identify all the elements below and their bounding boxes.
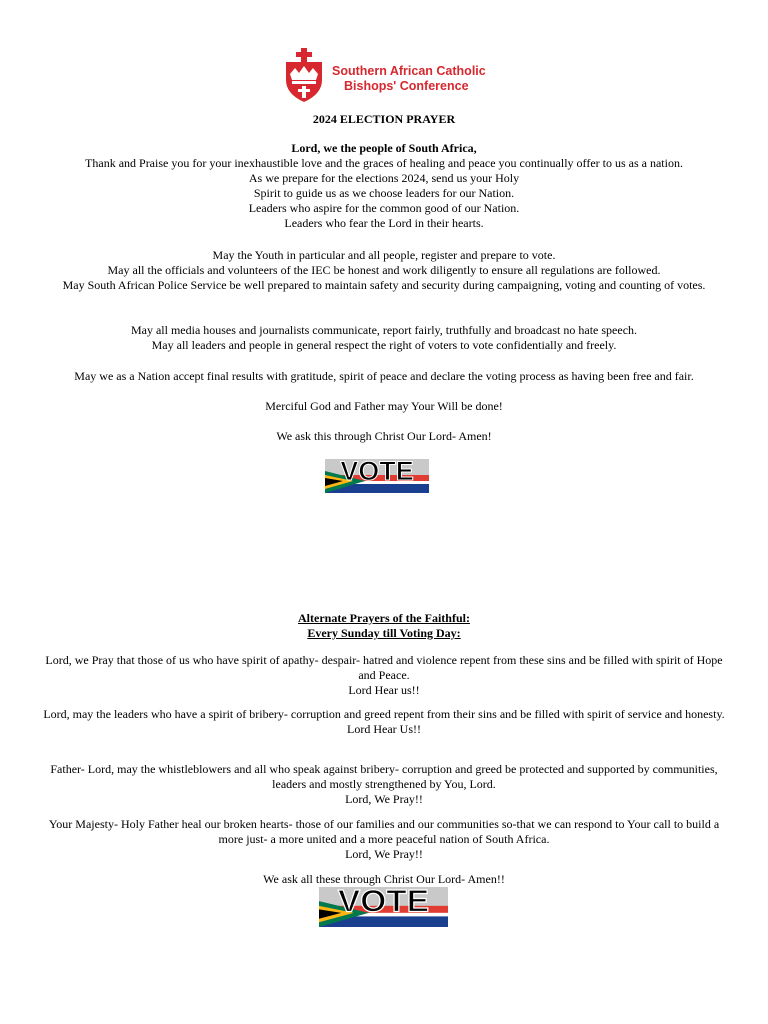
prayer-line: May all the officials and volunteers of the IEC be honest and work diligently to ensure all regulations are followed. (107, 263, 661, 277)
prayer-title: 2024 ELECTION PRAYER (312, 112, 456, 126)
prayer-paragraph (40, 323, 728, 353)
prayer-line: Leaders who aspire for the common good of our Nation. (248, 201, 520, 215)
prayer-line: May all leaders and people in general respect the right of voters to vote confidentially and freely. (151, 338, 617, 352)
alternate-prayer-response: Lord Hear Us!! (347, 722, 421, 736)
alternate-prayer-item (40, 762, 728, 807)
vote-flag-image (325, 459, 429, 493)
alternate-prayer-text: Lord, we Pray that those of us who have spirit of apathy- despair- hatred and violence repent from these sins and be filled with spirit of Hope and Peace. (45, 653, 723, 682)
alternate-prayer-text: Lord, may the leaders who have a spirit of bribery- corruption and greed repent from their sins and be filled with spirit of service and honesty. (43, 707, 725, 721)
cross-crown-shield-icon (282, 48, 326, 104)
sacbc-logo (282, 48, 502, 104)
organization-name (332, 64, 486, 94)
prayer-line: May we as a Nation accept final results with gratitude, spirit of peace and declare the voting process as having been free and fair. (74, 369, 694, 383)
prayer-line: As we prepare for the elections 2024, send us your Holy (248, 171, 520, 185)
prayer-line: May South African Police Service be well prepared to maintain safety and security during campaigning, voting and counting of votes. (62, 278, 706, 292)
alternate-prayer-item (40, 817, 728, 862)
prayer-line: Merciful God and Father may Your Will be done! (265, 399, 503, 413)
prayer-line: We ask this through Christ Our Lord- Amen! (276, 429, 492, 443)
alternate-prayer-response: Lord, We Pray!! (345, 792, 423, 806)
alternate-prayer-response: Lord, We Pray!! (345, 847, 423, 861)
alternate-heading-line1: Alternate Prayers of the Faithful: (298, 611, 470, 625)
alternate-prayer-item (40, 653, 728, 698)
prayer-opening: Lord, we the people of South Africa, (291, 141, 477, 155)
prayer-line: Thank and Praise you for your inexhaustible love and the graces of healing and peace you continually offer to us as a nation. (85, 156, 683, 170)
prayer-line: May the Youth in particular and all people, register and prepare to vote. (212, 248, 556, 262)
alternate-prayer-text: Father- Lord, may the whistleblowers and all who speak against bribery- corruption and greed be protected and supported by communities, leaders and mostly strengthened by You, Lord. (50, 762, 718, 791)
vote-flag-image (319, 887, 448, 927)
organization-name-line2: Bishops' Conference (344, 79, 469, 93)
alternate-prayer-item (40, 707, 728, 737)
prayer-opening-block (40, 141, 728, 231)
prayer-line: May all media houses and journalists communicate, report fairly, truthfully and broadcast no hate speech. (130, 323, 638, 337)
alternate-heading-line2: Every Sunday till Voting Day: (307, 626, 461, 640)
organization-name-line1: Southern African Catholic (332, 64, 486, 78)
prayer-line: Spirit to guide us as we choose leaders for our Nation. (253, 186, 515, 200)
vote-label: VOTE (340, 459, 414, 486)
vote-label: VOTE (337, 887, 430, 919)
prayer-paragraph (40, 248, 728, 293)
prayer-line: Leaders who fear the Lord in their hearts. (284, 216, 484, 230)
alternate-prayers-heading (40, 611, 728, 641)
alternate-prayer-response: Lord Hear us!! (348, 683, 420, 697)
alternate-closing: We ask all these through Christ Our Lord- Amen!! (263, 872, 505, 886)
alternate-prayer-text: Your Majesty- Holy Father heal our broken hearts- those of our families and our communities so-that we can respond to Your call to build a more just- a more united and a more peaceful nation of South Africa. (48, 817, 720, 846)
